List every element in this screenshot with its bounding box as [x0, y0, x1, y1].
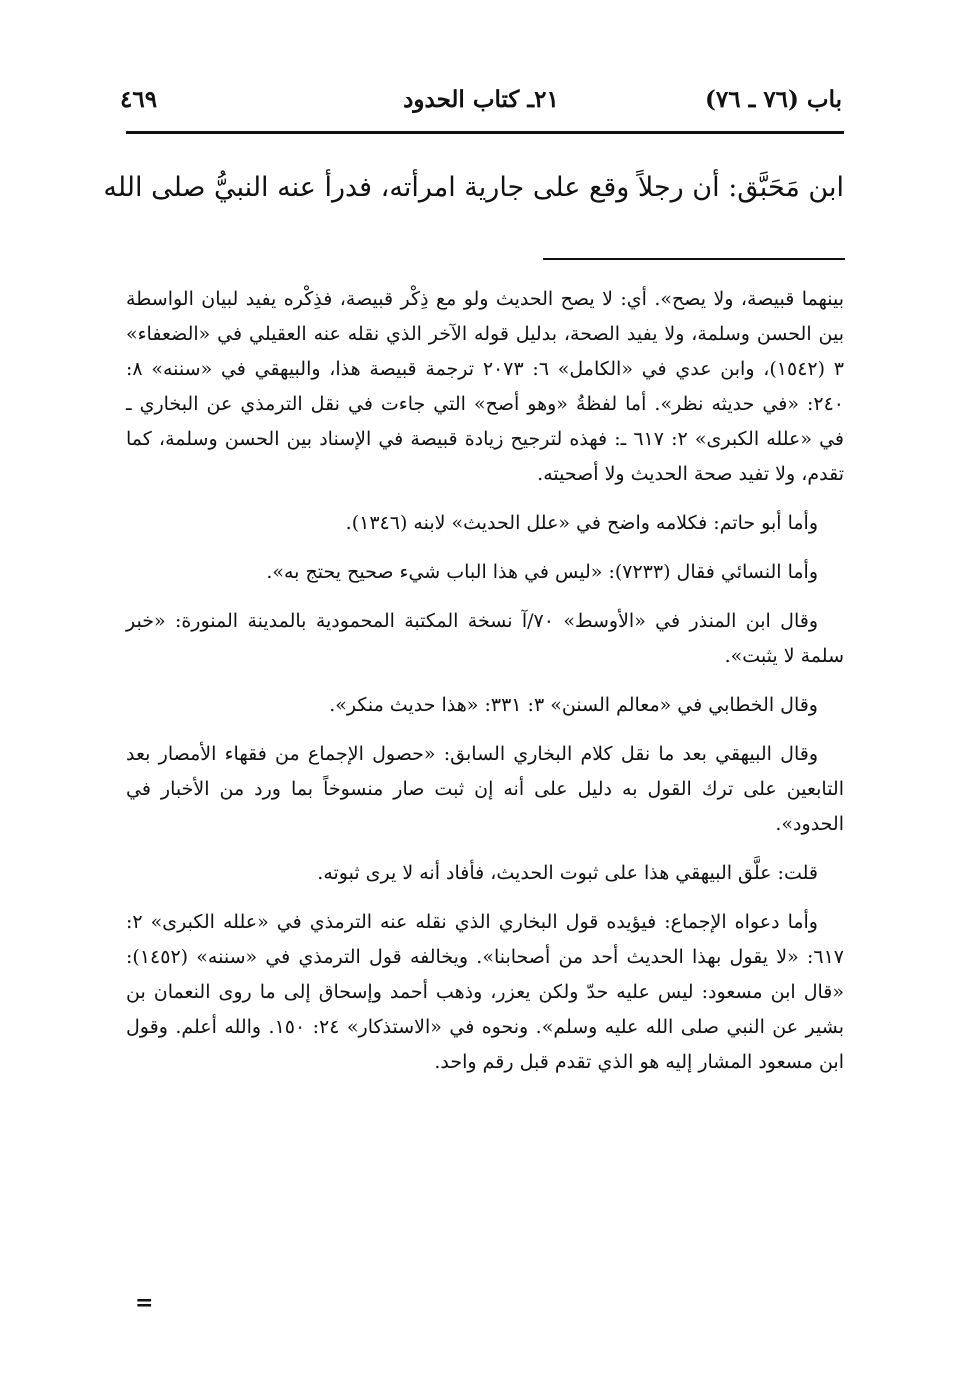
continuation-mark: = — [135, 1290, 154, 1316]
footnote-paragraph: وأما أبو حاتم: فكلامه واضح في «علل الحديث» لابنه (١٣٤٦). — [345, 512, 818, 534]
footnotes — [126, 282, 844, 1094]
footnote-paragraph: وقال البيهقي بعد ما نقل كلام البخاري السابق: «حصول الإجماع من فقهاء الأمصار بعد التابعين على ترك القول به دليل على أنه إن ثبت صار منسوخاً بما ورد من الأخبار في الحدود». — [126, 743, 844, 835]
main-text: ابن مَحَبَّق: أن رجلاً وقع على جارية امرأته، فدرأ عنه النبيُّ صلى الله — [103, 172, 844, 203]
footnote-paragraph: وقال ابن المنذر في «الأوسط» ٧٠/آ نسخة المكتبة المحمودية بالمدينة المنورة: «خبر سلمة لا يثبت». — [126, 610, 844, 667]
chapter-reference: باب (٧٦ ـ ٧٦) — [704, 86, 842, 113]
book-title: ٢١ـ كتاب الحدود — [403, 86, 559, 113]
footnote-paragraph: وأما النسائي فقال (٧٢٣٣): «ليس في هذا الباب شيء صحيح يحتج به». — [266, 561, 818, 583]
running-head — [120, 86, 842, 126]
footnote-paragraph: وقال الخطابي في «معالم السنن» ٣: ٣٣١: «هذا حديث منكر». — [329, 694, 818, 716]
footnote-divider — [543, 258, 845, 260]
footnote-paragraph: وأما دعواه الإجماع: فيؤيده قول البخاري الذي نقله عنه الترمذي في «علله الكبرى» ٢: ٦١٧: «لا يقول بهذا الحديث أحد من أصحابنا». ويخالفه قول الترمذي في «سننه» (١٤٥٢): «قال ابن مسعود: ليس عليه حدّ ولكن يعزر، وذهب أحمد وإسحاق إلى ما روى النعمان بن بشير عن النبي صلى الله عليه وسلم». ونحوه في «الاستذكار» ٢٤: ١٥٠. والله أعلم. وقول ابن مسعود المشار إليه هو الذي تقدم قبل رقم واحد. — [126, 911, 844, 1073]
footnote-paragraph: قلت: علَّق البيهقي هذا على ثبوت الحديث، فأفاد أنه لا يرى ثبوته. — [317, 862, 818, 884]
header-divider — [126, 131, 844, 134]
page-number: ٤٦٩ — [120, 86, 158, 113]
footnote-paragraph: بينهما قبيصة، ولا يصح». أي: لا يصح الحديث ولو مع ذِكْر قبيصة، فذِكْره يفيد لبيان الواسطة بين الحسن وسلمة، ولا يفيد الصحة، بدليل قوله الآخر الذي نقله عنه العقيلي في «الضعفاء» ٣ (١٥٤٢)، وابن عدي في «الكامل» ٦: ٢٠٧٣ ترجمة قبيصة هذا، والبيهقي في «سننه» ٨: ٢٤٠: «في حديثه نظر». أما لفظةُ «وهو أصح» التي جاءت في نقل الترمذي عن البخاري ـ في «علله الكبرى» ٢: ٦١٧ ـ: فهذه لترجيح زيادة قبيصة في الإسناد بين الحسن وسلمة، كما تقدم، ولا تفيد صحة الحديث ولا أصحيته. — [126, 288, 845, 485]
